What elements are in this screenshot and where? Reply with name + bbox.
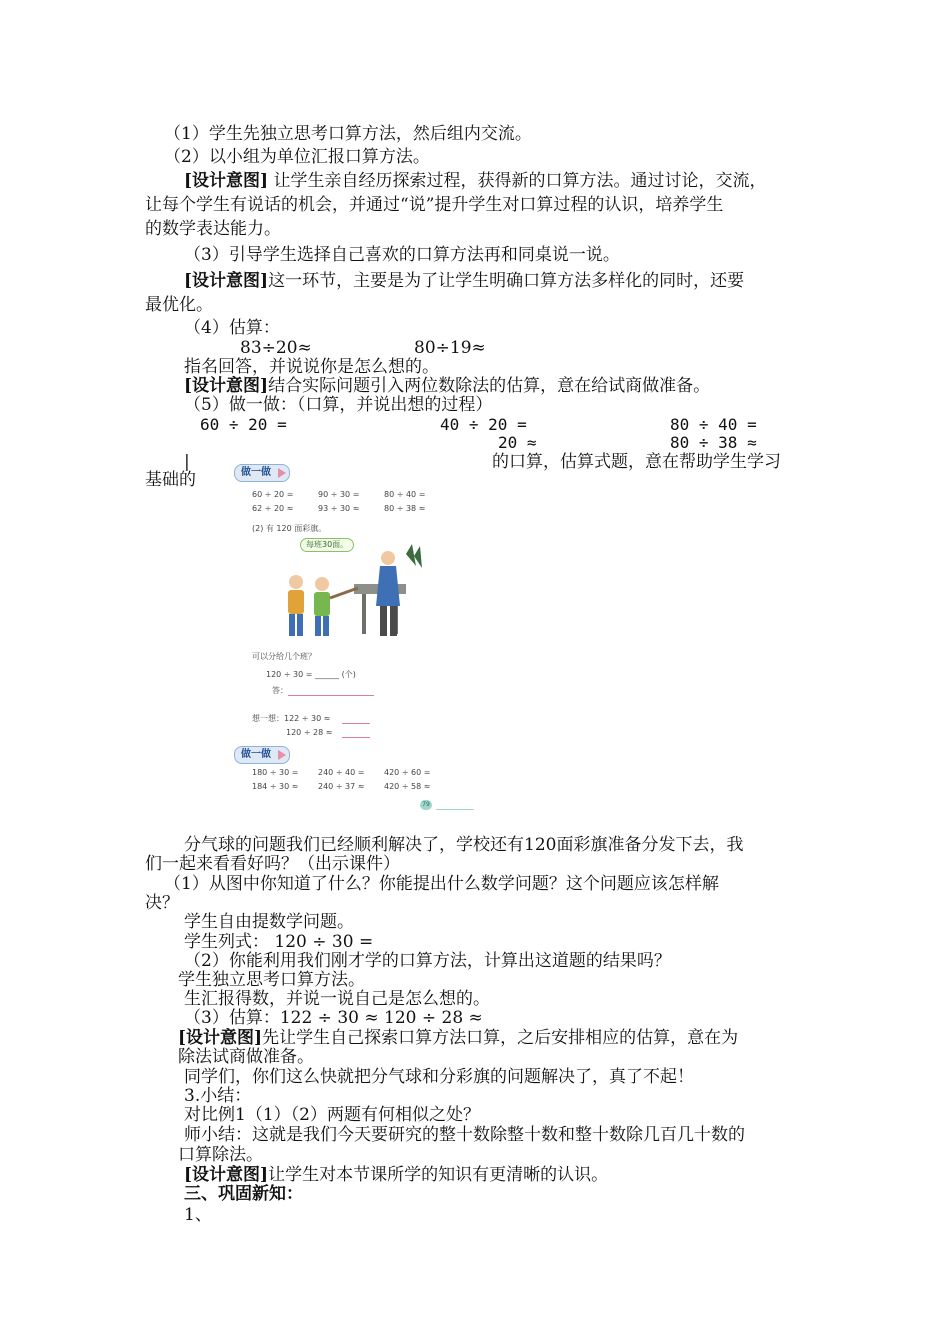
text-line: 师小结：这就是我们今天要研究的整十数除整十数和整十数除几百几十数的 [184, 1125, 745, 1145]
design-intent-line [184, 171, 767, 191]
question: 可以分给几个班？ [252, 652, 316, 661]
design-intent-line [178, 1028, 738, 1048]
text-line: 对比例1（1）（2）两题有何相似之处？ [184, 1105, 480, 1125]
exercise: 240 ÷ 37 ≈ [318, 782, 365, 791]
exercise-expr: 80 ÷ 38 ≈ [670, 433, 757, 452]
practice-tag [234, 746, 290, 764]
exercise-expr: 60 ÷ 20 = [200, 415, 287, 434]
student-body [314, 592, 330, 616]
exercise-expr: 40 ÷ 20 = [440, 415, 527, 434]
text-line: 让学生亲自经历探索过程，获得新的口算方法。通过讨论，交流， [268, 171, 767, 191]
exercise: 240 ÷ 40 = [318, 768, 365, 777]
exercise: 60 ÷ 20 = [252, 490, 294, 499]
text-line: 的数学表达能力。 [145, 219, 281, 239]
exercise: 80 ÷ 40 = [384, 490, 426, 499]
text-line: 分气球的问题我们已经顺利解决了，学校还有120面彩旗准备分发下去，我 [184, 835, 744, 855]
flag [406, 544, 416, 566]
exercise-expr: 80 ÷ 40 = [670, 415, 757, 434]
text-line: 同学们，你们这么快就把分气球和分彩旗的问题解决了，真了不起！ [184, 1067, 694, 1087]
exercise-expr: 20 ≈ [498, 433, 537, 452]
text-line: （1）学生先独立思考口算方法，然后组内交流。 [164, 124, 532, 144]
text-line: 的口算，估算式题，意在帮助学生学习 [492, 452, 781, 472]
design-intent-tag: [设计意图] [184, 271, 269, 291]
estimate-expr: 83÷20≈ [240, 338, 312, 358]
practice-tag-label: 做一做 [241, 749, 271, 760]
section-heading: 三、巩固新知： [184, 1184, 303, 1204]
text-line: （1）从图中你知道了什么？你能提出什么数学问题？这个问题应该怎样解 [164, 874, 719, 894]
think-exercise: 120 ÷ 28 ≈ [286, 728, 333, 737]
text-line: 这一环节，主要是为了让学生明确口算方法多样化的同时，还要 [268, 271, 745, 291]
equation: 120 ÷ 30 = ______ (个) [266, 670, 356, 679]
text-line: 指名回答，并说说你是怎么想的。 [184, 357, 439, 377]
text-line: 结合实际问题引入两位数除法的估算，意在给试商做准备。 [268, 376, 711, 396]
text-line: （4）估算： [184, 318, 280, 338]
design-intent-tag: [设计意图] [184, 1165, 269, 1185]
pencil-icon [278, 468, 286, 478]
design-intent-line [184, 271, 744, 291]
text-line: 决？ [145, 893, 179, 913]
flag-distribution-illustration [266, 536, 426, 644]
practice-tag-label: 做一做 [241, 467, 271, 478]
text-line: （3）引导学生选择自己喜欢的口算方法再和同桌说一说。 [184, 245, 620, 265]
text-line: 口算除法。 [178, 1145, 263, 1165]
answer-blank [342, 737, 370, 738]
text-line: 生汇报得数，并说一说自己是怎么想的。 [184, 989, 490, 1009]
teacher-body [376, 566, 400, 606]
student-head [315, 577, 329, 591]
desk-leg [362, 594, 366, 634]
think-exercise: 想一想：122 ÷ 30 ≈ [252, 714, 331, 723]
question: (2) 有 120 面彩旗。 [252, 524, 327, 533]
text-line: （2）以小组为单位汇报口算方法。 [164, 147, 430, 167]
exercise: 184 ÷ 30 ≈ [252, 782, 299, 791]
text-line: 除法试商做准备。 [178, 1047, 314, 1067]
design-intent-line [184, 1165, 608, 1185]
exercise: 80 ÷ 38 ≈ [384, 504, 426, 513]
text-line: 基础的 [145, 470, 196, 490]
teacher-leg [390, 606, 397, 636]
exercise: 62 ÷ 20 ≈ [252, 504, 294, 513]
page-number-underline [436, 809, 474, 810]
exercise: 93 ÷ 30 ≈ [318, 504, 360, 513]
student-leg [297, 614, 303, 636]
text-line: 学生自由提数学问题。 [184, 912, 354, 932]
design-intent-tag: [设计意图] [184, 376, 269, 396]
teacher-head [381, 551, 395, 565]
text-line: 学生列式： 120 ÷ 30 = [184, 932, 374, 952]
student-leg [323, 616, 329, 636]
teacher-leg [380, 606, 387, 636]
speech-bubble: 每班30面。 [300, 538, 354, 552]
design-intent-line [184, 376, 710, 396]
text-line: 让每个学生有说话的机会，并通过“说”提升学生对口算过程的认识，培养学生 [145, 195, 724, 215]
answer-label: 答： [272, 686, 288, 695]
exercise: 420 ÷ 60 = [384, 768, 431, 777]
answer-blank [342, 723, 370, 724]
text-line: 1、 [184, 1205, 212, 1225]
pencil-icon [278, 750, 286, 760]
student-leg [289, 614, 295, 636]
exercise: 90 ÷ 30 = [318, 490, 360, 499]
text-line: 让学生对本节课所学的知识有更清晰的认识。 [268, 1165, 609, 1185]
design-intent-tag: [设计意图] [178, 1028, 263, 1048]
exercise: 420 ÷ 58 ≈ [384, 782, 431, 791]
page-number: 79 [420, 800, 432, 810]
exercise: 180 ÷ 30 = [252, 768, 299, 777]
design-intent-tag: [设计意图] [184, 171, 269, 191]
student-head [289, 575, 303, 589]
text-line: （2）你能利用我们刚才学的口算方法，计算出这道题的结果吗？ [184, 951, 671, 971]
text-line: （5）做一做：（口算，并说出想的过程） [184, 395, 493, 415]
section-heading: 3.小结： [184, 1086, 252, 1106]
answer-blank [288, 695, 374, 696]
text-line: 学生独立思考口算方法。 [178, 970, 365, 990]
text-line: （3）估算：122 ÷ 30 ≈ 120 ÷ 28 ≈ [184, 1008, 483, 1028]
text-line: 们一起来看看好吗？（出示课件） [145, 854, 400, 874]
text-line: 先让学生自己探索口算方法口算，之后安排相应的估算，意在为 [262, 1028, 739, 1048]
flag-pole [330, 588, 358, 598]
text-fragment: | [184, 452, 190, 472]
text-line: 最优化。 [145, 295, 213, 315]
student-leg [315, 616, 321, 636]
student-body [288, 590, 304, 614]
practice-tag [234, 464, 290, 482]
textbook-image [226, 458, 486, 818]
estimate-expr: 80÷19≈ [414, 338, 486, 358]
